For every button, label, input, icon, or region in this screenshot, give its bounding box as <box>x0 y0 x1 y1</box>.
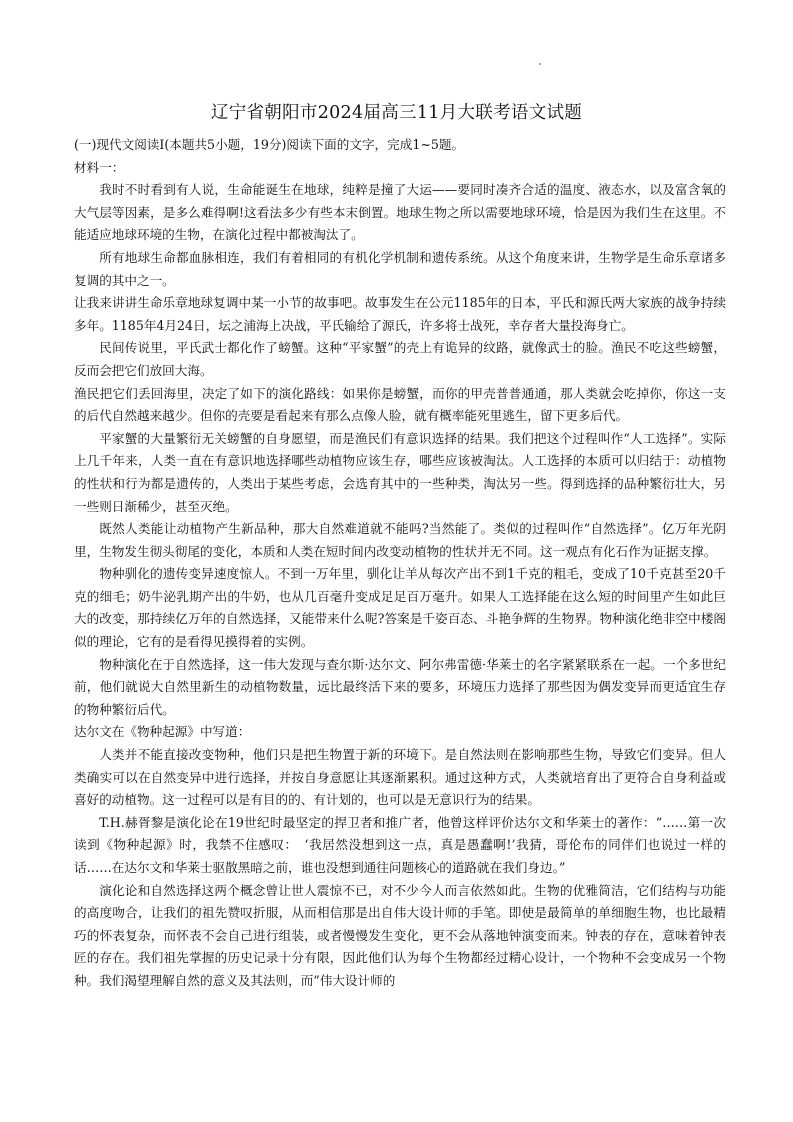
paragraph: 渔民把它们丢回海里，决定了如下的演化路线：如果你是螃蟹，而你的甲壳普普通通，那人类就会吃掉你，你这一支的后代自然越来越少。但你的壳要是看起来有那么点像人脸，就有概率能死里逃生，留下更多后代。 <box>74 385 726 424</box>
paragraph: 平家蟹的大量繁衍无关螃蟹的自身愿望，而是渔民们有意识选择的结果。我们把这个过程叫作“人工选择”。实际上几千年来，人类一直在有意识地选择哪些动植物应该生存，哪些应该被淘汰。人工选择的本质可以归结于：动植物的性状和行为都是遗传的，人类出于某些考虑，会选育其中的一些种类，淘汰另一些。得到选择的品种繁衍壮大，另一些则日渐稀少，甚至灭绝。 <box>74 430 726 514</box>
page-title: 辽宁省朝阳市2024届高三11月大联考语文试题 <box>210 103 583 123</box>
section-header: (一)现代文阅读I(本题共5小题，19分)阅读下面的文字，完成1~5题。 <box>74 137 465 152</box>
paragraph: 演化论和自然选择这两个概念曾让世人震惊不已，对不少今人而言依然如此。生物的优雅简洁，它们结构与功能的高度吻合，让我们的祖先赞叹折服，从而相信那是出自伟大设计师的手笔。即使是最简单的单细胞生物，也比最精巧的怀表复杂，而怀表不会自己进行组装，或者慢慢发生变化，更不会从落地钟演变而来。钟表的存在，意味着钟表匠的存在。我们祖先掌握的历史记录十分有限，因此他们认为每个生物都经过精心设计，一个物种不会变成另一个物种。我们渴望理解自然的意义及其法则，而“伟大设计师的 <box>74 882 726 988</box>
paragraph: 让我来讲讲生命乐章地球复调中某一小节的故事吧。故事发生在公元1185年的日本，平氏和源氏两大家族的战争持续多年。1185年4月24日，坛之浦海上决战，平氏输给了源氏，许多将士战死，幸存者大量投海身亡。 <box>74 295 726 333</box>
material-label: 材料一： <box>74 159 125 175</box>
paragraph: 所有地球生命都血脉相连，我们有着相同的有机化学机制和遗传系统。从这个角度来讲，生物学是生命乐章诸多复调的其中之一。 <box>74 249 726 288</box>
paragraph: T.H.赫胥黎是演化论在19世纪时最坚定的捍卫者和推广者，他曾这样评价达尔文和华莱士的著作：“……第一次读到《物种起源》时，我禁不住感叹： ‘我居然没想到这一点，真是愚蠢啊!’我猜，哥伦布的同伴们也说过一样的话……在达尔文和华莱士驱散黑暗之前，谁也没想到通往问题核心的道路就在我们身边。” <box>74 814 726 875</box>
paragraph: 物种演化在于自然选择，这一伟大发现与查尔斯·达尔文、阿尔弗雷德·华莱士的名字紧紧联系在一起。一个多世纪前，他们就说大自然里新生的动植物数量，远比最终活下来的要多，环境压力选择了那些因为偶发变异而更适宜生存的物种繁衍后代。 <box>74 656 726 717</box>
paragraph: 我时不时看到有人说，生命能诞生在地球，纯粹是撞了大运——要同时凑齐合适的温度、液态水，以及富含氧的大气层等因素，是多么难得啊!这看法多少有些本末倒置。地球生物之所以需要地球环境，恰是因为我们生在这里。不能适应地球环境的生物，在演化过程中都被淘汰了。 <box>74 182 726 243</box>
scan-speck <box>539 63 541 65</box>
paragraph: 既然人类能让动植物产生新品种，那大自然难道就不能吗?当然能了。类似的过程叫作“自然选择”。亿万年光阴里，生物发生彻头彻尾的变化，本质和人类在短时间内改变动植物的性状并无不同。这一观点有化石作为证据支撑。 <box>74 521 726 559</box>
paragraph: 达尔文在《物种起源》中写道： <box>74 724 251 740</box>
paragraph: 物种驯化的遗传变异速度惊人。不到一万年里，驯化让羊从每次产出不到1千克的粗毛，变成了10千克甚至20千克的细毛；奶牛泌乳期产出的牛奶，也从几百毫升变成足足百万毫升。如果人工选择能在这么短的时间里产生如此巨大的改变，那持续亿万年的自然选择，又能带来什么呢?答案是千姿百态、斗艳争辉的生物界。物种演化绝非空中楼阁似的理论，它有的是看得见摸得着的实例。 <box>74 566 726 650</box>
reading-passage <box>74 134 726 993</box>
quotation: 人类并不能直接改变物种，他们只是把生物置于新的环境下。是自然法则在影响那些生物，导致它们变异。但人类确实可以在自然变异中进行选择，并按自身意愿让其逐渐累积。通过这种方式，人类就培育出了更符合自身利益或喜好的动植物。这一过程可以是有目的的、有计划的，也可以是无意识行为的结果。 <box>74 747 726 808</box>
paragraph: 民间传说里，平氏武士都化作了螃蟹。这种“平家蟹”的壳上有诡异的纹路，就像武士的脸。渔民不吃这些螃蟹，反而会把它们放回大海。 <box>74 340 726 378</box>
